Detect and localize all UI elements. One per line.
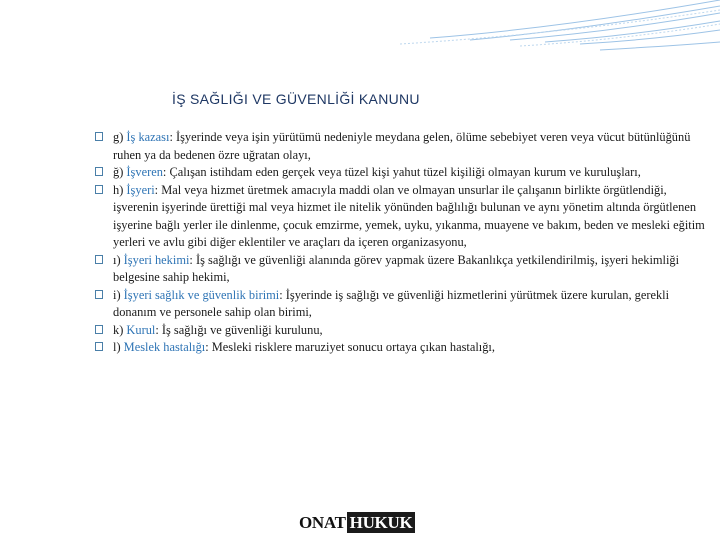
list-item (110, 322, 710, 340)
item-prefix: l) (113, 340, 124, 354)
item-term: Kurul (126, 322, 156, 337)
item-separator: : (169, 130, 176, 144)
bullet-icon (95, 185, 103, 194)
definition-list (110, 129, 710, 357)
item-prefix: i) (113, 287, 124, 302)
item-term: İşyeri hekimi (123, 252, 190, 267)
item-text: İş sağlığı ve güvenliği kurulunu, (161, 322, 323, 337)
list-item (110, 164, 710, 182)
item-separator: : (155, 322, 162, 337)
item-text: Mesleki risklere maruziyet sonucu ortaya çıkan hastalığı, (211, 340, 495, 354)
item-text: Mal veya hizmet üretmek amacıyla maddi olan ve olmayan unsurlar ile çalışanın birlikte örgütlendiği, işverenin işyerinde ürettiği mal veya hizmet ile nitelik yönünden bağlılığı bulunan ve aynı yönetim altında örgütlenen işyerine bağlı yerler ile dinlenme, çocuk emzirme, yemek, uyku, yıkanma, muayene ve bakım, beden ve mesleki eğitim yerleri ve avlu gibi diğer eklentiler ve araçları da içeren organizasyonu, (113, 182, 705, 249)
item-prefix: k) (113, 322, 127, 337)
item-term: İşyeri (126, 182, 155, 197)
slide-title: İŞ SAĞLIĞI VE GÜVENLİĞİ KANUNU (172, 91, 420, 107)
item-prefix: ı) (113, 252, 124, 267)
onat-hukuk-logo (299, 512, 415, 533)
item-separator: : (189, 252, 196, 267)
bullet-icon (95, 132, 103, 141)
item-text: İşyerinde iş sağlığı ve güvenliği hizmetlerini yürütmek üzere kurulan, gerekli donanım ve personele sahip olan birimi, (113, 287, 670, 319)
item-text: Çalışan istihdam eden gerçek veya tüzel kişi yahut tüzel kişiliği olmayan kurum ve kuruluşları, (169, 165, 641, 179)
item-term: Meslek hastalığı (123, 340, 206, 354)
item-separator: : (205, 340, 212, 354)
item-term: İşveren (126, 165, 163, 179)
item-text: İş sağlığı ve güvenliği alanında görev yapmak üzere Bakanlıkça yetkilendirilmiş, işyeri hekimliği belgesine sahip hekimi, (113, 252, 680, 284)
bullet-icon (95, 255, 103, 264)
bullet-icon (95, 167, 103, 176)
bullet-icon (95, 290, 103, 299)
item-prefix: ğ) (113, 165, 127, 179)
item-text: İşyerinde veya işin yürütümü nedeniyle meydana gelen, ölüme sebebiyet veren veya vücut bütünlüğünü ruhen ya da bedenen özre uğratan olayı, (113, 130, 691, 162)
list-item (110, 339, 710, 357)
item-prefix: g) (113, 130, 127, 144)
item-term: İş kazası (126, 130, 170, 144)
bullet-icon (95, 325, 103, 334)
item-term: İşyeri sağlık ve güvenlik birimi (123, 287, 280, 302)
item-separator: : (154, 182, 162, 197)
item-separator: : (279, 287, 286, 302)
list-item (110, 129, 710, 164)
list-item (110, 287, 710, 322)
item-separator: : (162, 165, 170, 179)
list-item (110, 252, 710, 287)
item-prefix: h) (113, 182, 127, 197)
list-item (110, 182, 710, 252)
logo-text-onat: ONAT (299, 513, 346, 532)
bullet-icon (95, 342, 103, 351)
logo-text-hukuk: HUKUK (347, 512, 416, 533)
